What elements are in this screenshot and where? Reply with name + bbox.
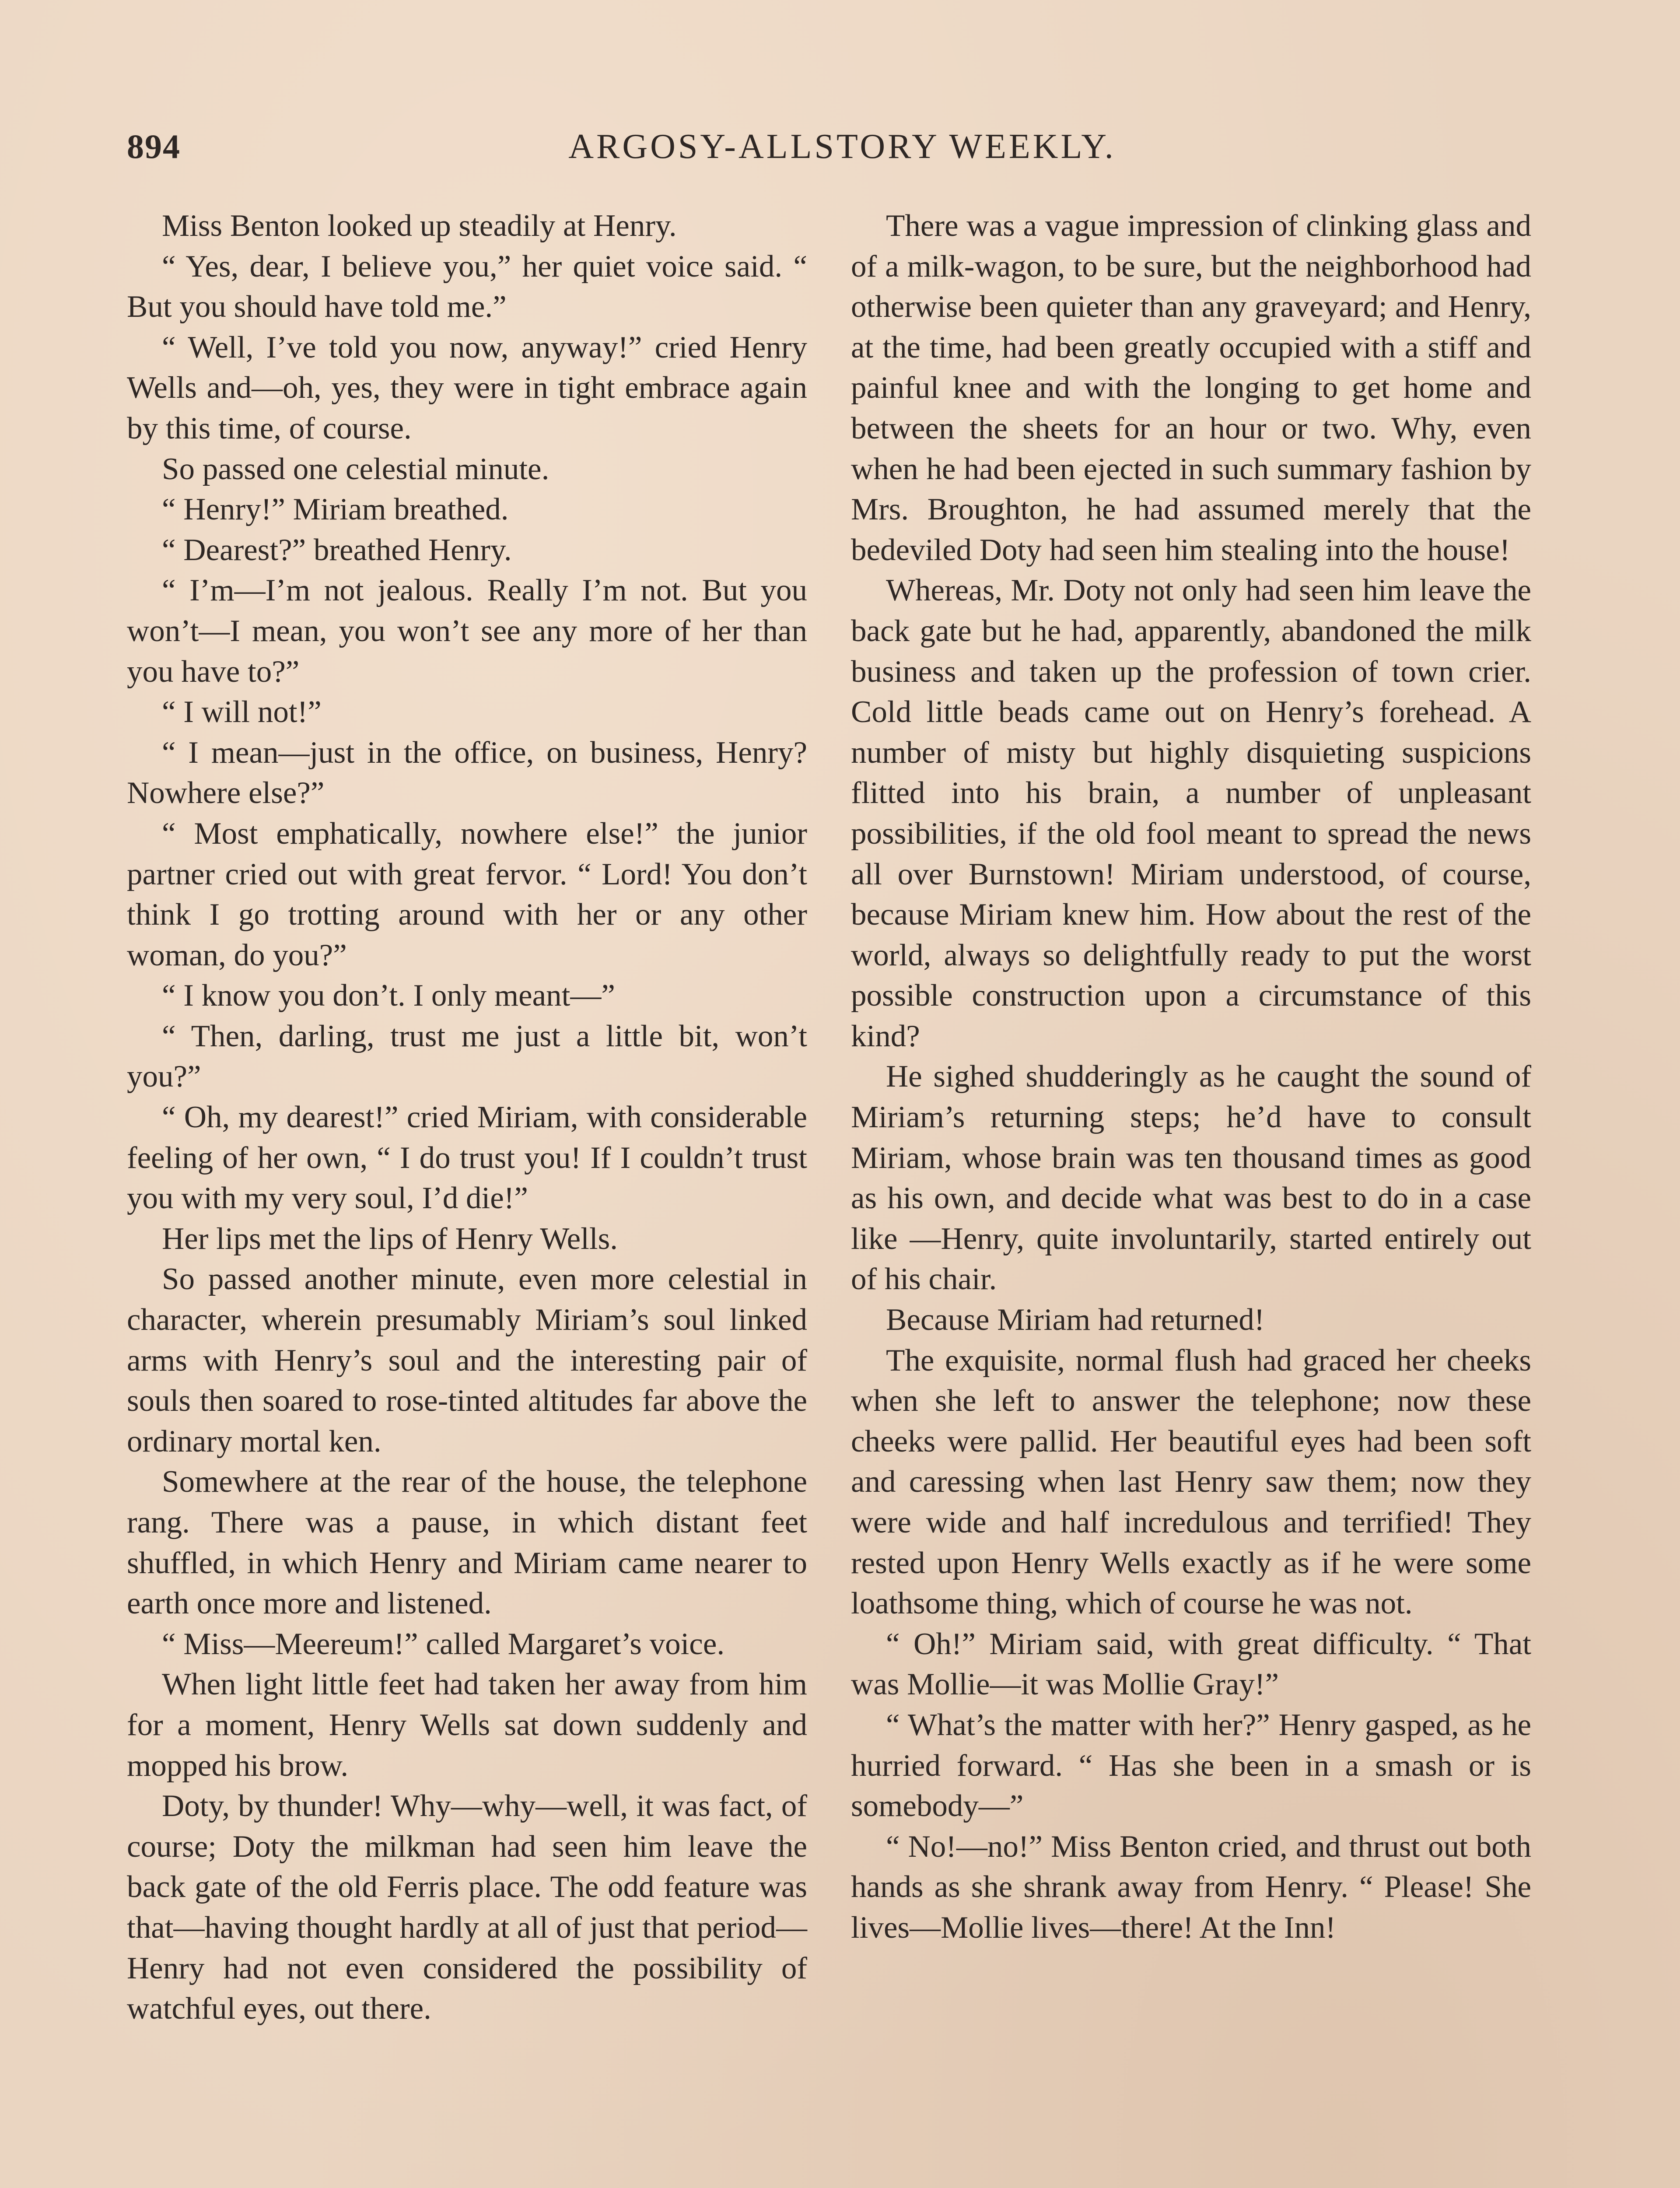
paragraph: Whereas, Mr. Doty not only had seen him leave the back gate but he had, apparently, abandoned the milk business and taken up the profession of town crier. Cold little beads came out on Henry’s forehead. A number of misty but highly disquieting suspicions flitted into his brain, a number of unpleasant possibilities, if the old fool meant to spread the news all over Burnstown! Miriam understood, of course, because Miriam knew him. How about the rest of the world, always so delightfully ready to put the worst possible construction upon a circumstance of this kind?	[851, 573, 1531, 1053]
paragraph: Miss Benton looked up steadily at Henry.	[162, 209, 677, 243]
paragraph: The exquisite, normal flush had graced her cheeks when she left to answer the telephone; now these cheeks were pallid. Her beautiful eyes had been soft and caressing when last Henry saw them; now they were wide and half incredulous and terrified! They rested upon Henry Wells exactly as if he were some loathsome thing, which of course he was not.	[851, 1343, 1531, 1621]
paragraph: “ Most emphatically, nowhere else!” the junior partner cried out with great fervor. “ Lord! You don’t think I go trotting around with her or any other woman, do you?”	[127, 816, 807, 972]
paragraph: “ No!—no!” Miss Benton cried, and thrust out both hands as she shrank away from Henry. “ Please! She lives—Mollie lives—there! At the Inn!	[851, 1829, 1531, 1945]
paragraph: “ I mean—just in the office, on business, Henry? Nowhere else?”	[127, 735, 807, 810]
paragraph: “ Oh!” Miriam said, with great difficulty. “ That was Mollie—it was Mollie Gray!”	[851, 1627, 1531, 1702]
paragraph: When light little feet had taken her away from him for a moment, Henry Wells sat down suddenly and mopped his brow.	[127, 1667, 807, 1783]
left-column	[127, 206, 807, 2029]
running-title: ARGOSY-ALLSTORY WEEKLY.	[568, 127, 1116, 166]
paragraph: “ I will not!”	[162, 695, 322, 729]
paragraph: Doty, by thunder! Why—why—well, it was fact, of course; Doty the milkman had seen him leave the back gate of the old Ferris place. The odd feature was that—having thought hardly at all of just that period—Henry had not even considered the possibility of watchful eyes, out there.	[127, 1789, 807, 2026]
paragraph: “ Oh, my dearest!” cried Miriam, with considerable feeling of her own, “ I do trust you! If I couldn’t trust you with my very soul, I’d die!”	[127, 1100, 807, 1216]
right-column	[851, 206, 1531, 1948]
paragraph: He sighed shudderingly as he caught the sound of Miriam’s returning steps; he’d have to consult Miriam, whose brain was ten thousand times as good as his own, and decide what was best to do in a case like —Henry, quite involuntarily, started entirely out of his chair.	[851, 1059, 1531, 1297]
paragraph: “ Henry!” Miriam breathed.	[162, 492, 509, 527]
paragraph: Her lips met the lips of Henry Wells.	[162, 1221, 618, 1256]
paragraph: “ Well, I’ve told you now, anyway!” cried Henry Wells and—oh, yes, they were in tight embrace again by this time, of course.	[127, 330, 807, 445]
paragraph: “ Miss—Meereum!” called Margaret’s voice.	[162, 1627, 725, 1661]
paragraph: “ What’s the matter with her?” Henry gasped, as he hurried forward. “ Has she been in a smash or is somebody—”	[851, 1708, 1531, 1823]
paragraph: “ Yes, dear, I believe you,” her quiet voice said. “ But you should have told me.”	[127, 249, 807, 324]
page-header	[127, 127, 1558, 175]
paragraph: “ I know you don’t. I only meant—”	[162, 978, 615, 1013]
paragraph: There was a vague impression of clinking glass and of a milk-wagon, to be sure, but the neighborhood had otherwise been quieter than any graveyard; and Henry, at the time, had been greatly occupied with a stiff and painful knee and with the longing to get home and between the sheets for an hour or two. Why, even when he had been ejected in such summary fashion by Mrs. Broughton, he had assumed merely that the bedeviled Doty had seen him stealing into the house!	[851, 209, 1531, 567]
paragraph: So passed another minute, even more celestial in character, wherein presumably Miriam’s soul linked arms with Henry’s soul and the interesting pair of souls then soared to rose-tinted altitudes far above the ordinary mortal ken.	[127, 1262, 807, 1459]
page-number: 894	[127, 127, 181, 165]
paragraph: “ Dearest?” breathed Henry.	[162, 533, 512, 567]
paragraph: Somewhere at the rear of the house, the telephone rang. There was a pause, in which distant feet shuffled, in which Henry and Miriam came nearer to earth once more and listened.	[127, 1465, 807, 1621]
paragraph: “ I’m—I’m not jealous. Really I’m not. But you won’t—I mean, you won’t see any more of her than you have to?”	[127, 573, 807, 689]
paragraph: So passed one celestial minute.	[162, 452, 550, 486]
paragraph: “ Then, darling, trust me just a little bit, won’t you?”	[127, 1019, 807, 1094]
paragraph: Because Miriam had returned!	[886, 1303, 1265, 1337]
